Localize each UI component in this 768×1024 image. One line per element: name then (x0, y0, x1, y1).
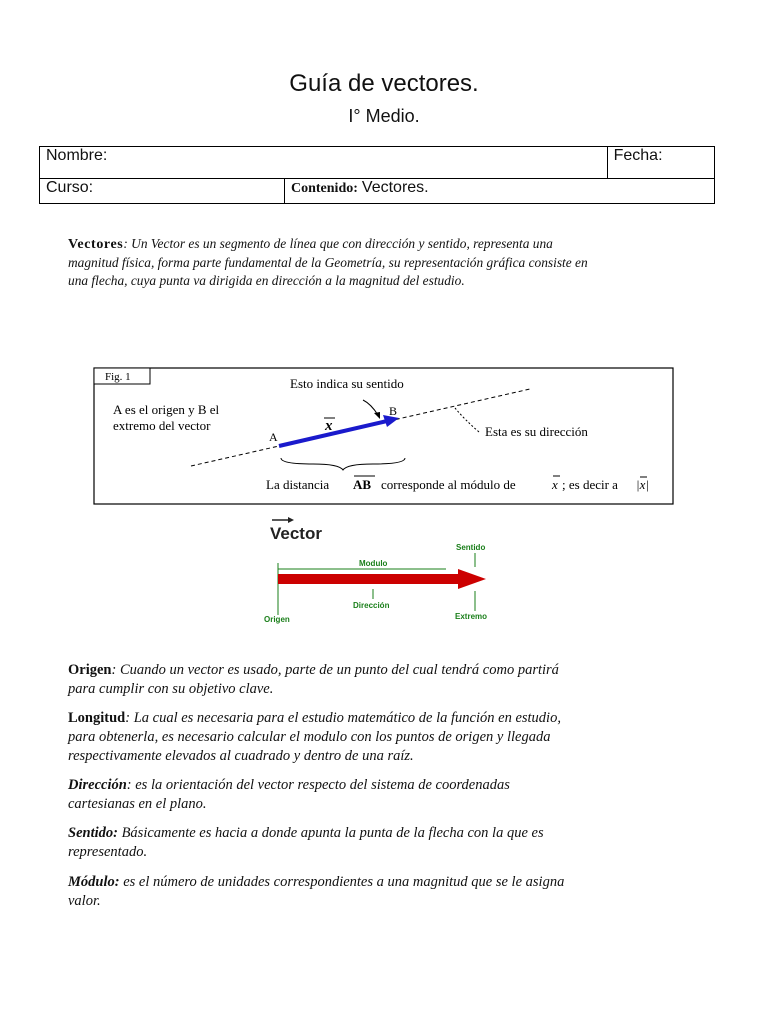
modulus-text-2: corresponde al módulo de (381, 477, 516, 492)
figure-2-vector-parts (178, 511, 590, 627)
definition-direccion (68, 776, 708, 814)
sentido-line-2: representado. (68, 844, 148, 860)
contenido-label: Contenido: (291, 181, 358, 196)
origin-note-line-1: A es el origen y B el (113, 402, 220, 417)
modulus-x: x (552, 477, 558, 492)
nombre-label: Nombre: (46, 147, 108, 164)
origen-line-1: : Cuando un vector es usado, parte de un punto del cual tendrá como partirá (111, 662, 559, 678)
direccion-line-1: : es la orientación del vector respecto del sistema de coordenadas (126, 777, 510, 793)
definition-longitud (68, 709, 708, 766)
origin-note-line-2: extremo del vector (113, 418, 211, 433)
curso-label: Curso: (46, 179, 94, 196)
sentido-line-1: Básicamente es hacia a donde apunta la punta de la flecha con la que es (117, 825, 544, 841)
term-sentido: Sentido: (68, 825, 118, 841)
term-direccion: Dirección (68, 777, 127, 793)
term-origen: Origen (68, 662, 112, 678)
definition-origen (68, 661, 708, 699)
vector-bar (278, 574, 458, 584)
modulo-label: Modulo (359, 559, 388, 568)
student-info-table (39, 146, 715, 204)
definition-sentido (68, 824, 708, 862)
direccion-line-2: cartesianas en el plano. (68, 796, 207, 812)
origen-label: Origen (264, 615, 290, 624)
vector-symbol: x (325, 418, 333, 434)
intro-line-2: magnitud física, forma parte fundamental de la Geometría, su representación gráfica consiste en (68, 255, 588, 270)
longitud-line-3: respectivamente elevados al cuadrado y dentro de una raíz. (68, 748, 414, 764)
curso-field[interactable] (40, 179, 285, 204)
extremo-label: Extremo (455, 612, 488, 621)
modulus-ab: AB (353, 477, 372, 492)
fecha-field[interactable] (607, 147, 714, 179)
modulus-abs: |x| (636, 477, 649, 492)
contenido-field (285, 179, 715, 204)
modulo-line-2: valor. (68, 893, 101, 909)
modulus-text-1: La distancia (266, 477, 330, 492)
modulo-line-1: es el número de unidades correspondientes a una magnitud que se le asigna (119, 874, 565, 890)
nombre-field[interactable] (40, 147, 608, 179)
direccion-label: Dirección (353, 601, 390, 610)
direction-note: Esta es su dirección (485, 424, 588, 439)
figure-1-vector-diagram (93, 366, 675, 506)
figure-1-tag: Fig. 1 (105, 371, 131, 383)
fecha-label: Fecha: (613, 147, 663, 164)
term-modulo: Módulo: (68, 874, 120, 890)
longitud-line-2: para obtenerla, es necesario calcular el modulo con los puntos de origen y llegada (68, 729, 551, 745)
modulus-text-3: ; es decir a (562, 477, 618, 492)
contenido-value: Vectores. (361, 179, 429, 196)
longitud-line-1: : La cual es necesaria para el estudio matemático de la función en estudio, (125, 710, 561, 726)
origen-line-2: para cumplir con su objetivo clave. (68, 681, 274, 697)
intro-line-3: una flecha, cuya punta va dirigida en dirección a la magnitud del estudio. (68, 273, 465, 288)
intro-line-1: : Un Vector es un segmento de línea que con dirección y sentido, representa una (123, 236, 553, 251)
point-a-label: A (269, 430, 278, 444)
page-subtitle: I° Medio. (348, 106, 420, 126)
definition-modulo (68, 873, 708, 911)
term-longitud: Longitud (68, 710, 126, 726)
page-title: Guía de vectores. (289, 70, 479, 97)
sentido-label: Sentido (456, 543, 486, 552)
intro-paragraph (68, 235, 708, 290)
intro-lead: Vectores (68, 237, 124, 252)
figure-2-title: Vector (270, 524, 322, 543)
sense-note: Esto indica su sentido (290, 376, 404, 391)
point-b-label: B (389, 404, 398, 418)
